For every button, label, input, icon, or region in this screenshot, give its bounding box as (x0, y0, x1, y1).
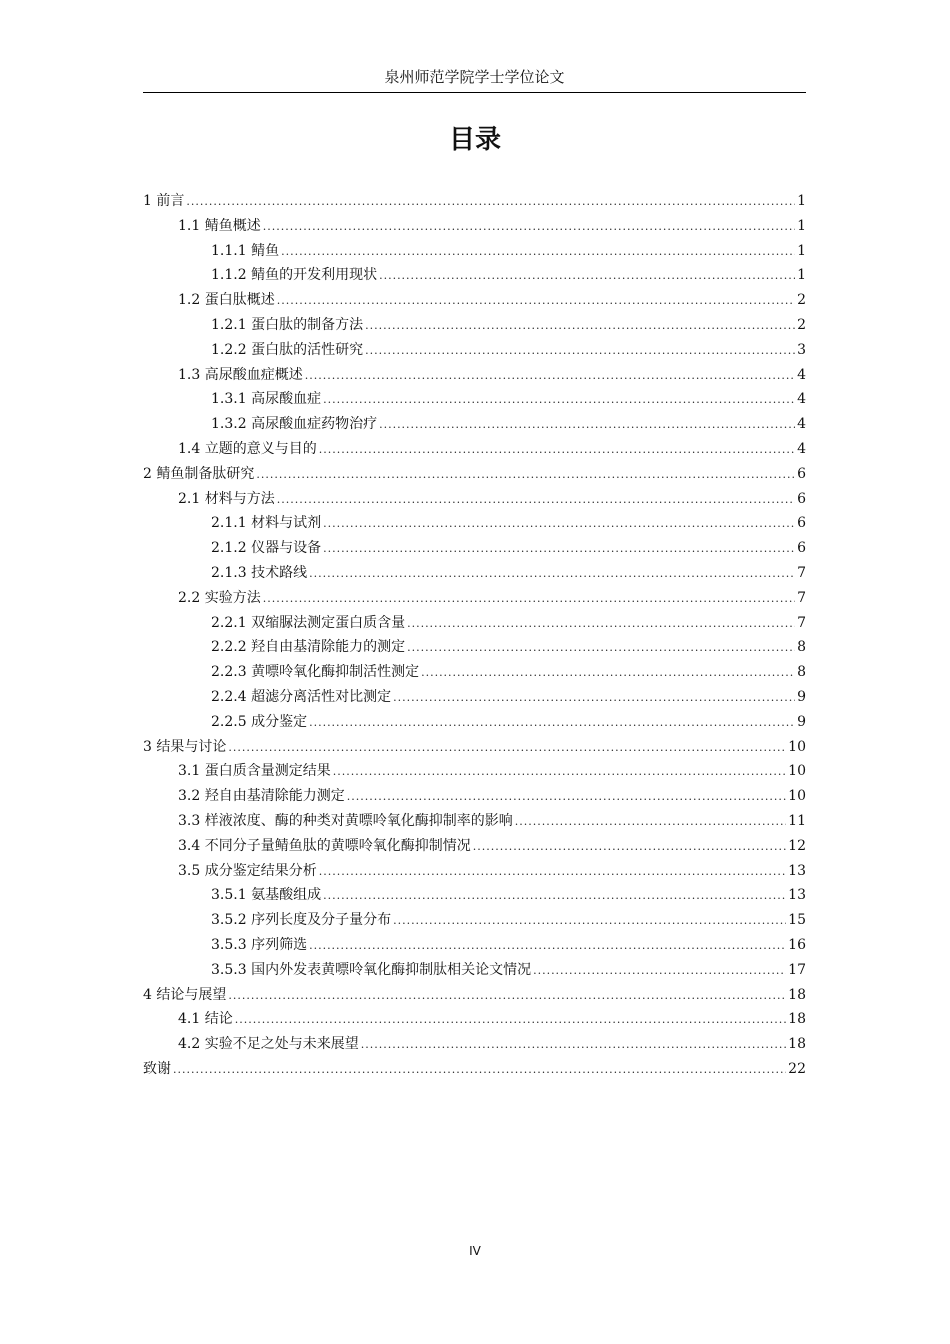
toc-entry-label: 3.5.3 国内外发表黄嘌呤氧化酶抑制肽相关论文情况 (211, 961, 532, 978)
dot-leader (235, 1008, 786, 1033)
dot-leader (533, 959, 786, 984)
toc-entry[interactable] (143, 263, 806, 288)
toc-entry-page: 1 (797, 217, 806, 234)
dot-leader (473, 835, 786, 860)
toc-entry[interactable] (143, 288, 806, 313)
toc-entry-page: 6 (797, 465, 806, 482)
toc-entry-page: 4 (797, 391, 806, 408)
toc-entry-page: 10 (788, 763, 806, 780)
toc-entry[interactable] (143, 710, 806, 735)
toc-entry[interactable] (143, 536, 806, 561)
toc-entry-label: 1.1.1 鲭鱼 (211, 242, 280, 259)
toc-entry-page: 22 (788, 1060, 806, 1077)
toc-entry[interactable] (143, 983, 806, 1008)
toc-entry[interactable] (143, 883, 806, 908)
toc-entry[interactable] (143, 586, 806, 611)
toc-entry-label: 3.5 成分鉴定结果分析 (178, 862, 317, 879)
toc-entry[interactable] (143, 1032, 806, 1057)
toc-entry[interactable] (143, 809, 806, 834)
dot-leader (309, 562, 795, 587)
toc-entry-page: 6 (797, 515, 806, 532)
toc-entry-page: 2 (797, 316, 806, 333)
dot-leader (379, 413, 795, 438)
toc-entry-page: 13 (788, 887, 806, 904)
toc-entry-label: 3.1 蛋白质含量测定结果 (178, 763, 331, 780)
toc-entry-label: 2.2.1 双缩脲法测定蛋白质含量 (211, 614, 406, 631)
toc-entry[interactable] (143, 759, 806, 784)
toc-entry[interactable] (143, 338, 806, 363)
dot-leader (323, 388, 795, 413)
toc-entry-label: 3.5.2 序列长度及分子量分布 (211, 912, 392, 929)
dot-leader (379, 264, 795, 289)
toc-entry-page: 4 (797, 366, 806, 383)
toc-entry-label: 2.1.2 仪器与设备 (211, 540, 322, 557)
toc-title: 目录 (448, 125, 501, 155)
toc-entry-label: 3 结果与讨论 (143, 738, 227, 755)
dot-leader (393, 909, 786, 934)
dot-leader (393, 686, 795, 711)
toc-entry[interactable] (143, 611, 806, 636)
toc-entry-page: 4 (797, 440, 806, 457)
toc-entry[interactable] (143, 933, 806, 958)
dot-leader (256, 463, 795, 488)
dot-leader (228, 736, 786, 761)
toc-entry-label: 2.1.3 技术路线 (211, 564, 308, 581)
toc-entry-page: 17 (788, 961, 806, 978)
toc-entry-label: 2.2.5 成分鉴定 (211, 713, 308, 730)
toc-entry-page: 15 (788, 912, 806, 929)
toc-entry-page: 18 (788, 1011, 806, 1028)
toc-entry-label: 1 前言 (143, 193, 185, 209)
toc-entry[interactable] (143, 859, 806, 884)
toc-entry-label: 4.2 实验不足之处与未来展望 (178, 1036, 359, 1053)
toc-entry-label: 4.1 结论 (178, 1011, 233, 1028)
toc-entry[interactable] (143, 660, 806, 685)
toc-entry-page: 13 (788, 862, 806, 879)
toc-list (143, 189, 806, 1082)
toc-entry-page: 2 (797, 292, 806, 309)
toc-entry-page: 1 (797, 193, 806, 209)
toc-entry-page: 7 (797, 614, 806, 631)
toc-entry-label: 4 结论与展望 (143, 986, 227, 1003)
toc-entry-label: 1.1.2 鲭鱼的开发利用现状 (211, 267, 378, 284)
toc-entry[interactable] (143, 462, 806, 487)
toc-entry-page: 8 (797, 639, 806, 656)
dot-leader (365, 314, 795, 339)
toc-entry-label: 3.4 不同分子量鲭鱼肽的黄嘌呤氧化酶抑制情况 (178, 837, 471, 854)
dot-leader (319, 438, 795, 463)
toc-entry-page: 8 (797, 664, 806, 681)
dot-leader (277, 289, 795, 314)
dot-leader (309, 934, 786, 959)
toc-entry-page: 9 (797, 713, 806, 730)
toc-entry-label: 3.5.3 序列筛选 (211, 936, 308, 953)
toc-entry-label: 2.2.3 黄嘌呤氧化酶抑制活性测定 (211, 664, 420, 681)
toc-entry[interactable] (143, 834, 806, 859)
dot-leader (263, 587, 795, 612)
toc-entry-page: 18 (788, 1036, 806, 1053)
toc-entry-label: 3.2 羟自由基清除能力测定 (178, 788, 345, 805)
toc-entry[interactable] (143, 1057, 806, 1082)
toc-entry-label: 2 鲭鱼制备肽研究 (143, 465, 255, 482)
toc-entry[interactable] (143, 387, 806, 412)
toc-entry-label: 1.2 蛋白肽概述 (178, 292, 275, 309)
toc-entry-page: 16 (788, 936, 806, 953)
dot-leader (186, 190, 795, 215)
dot-leader (323, 512, 795, 537)
dot-leader (277, 488, 795, 513)
toc-entry-label: 1.3.2 高尿酸血症药物治疗 (211, 416, 378, 433)
dot-leader (309, 711, 795, 736)
page-number: IV (469, 1244, 481, 1258)
toc-entry-page: 4 (797, 416, 806, 433)
toc-entry-label: 1.2.1 蛋白肽的制备方法 (211, 316, 364, 333)
toc-entry-page: 7 (797, 564, 806, 581)
page-header: 泉州师范学院学士学位论文 (384, 68, 565, 86)
dot-leader (347, 785, 786, 810)
toc-entry-page: 18 (788, 986, 806, 1003)
toc-entry-page: 6 (797, 540, 806, 557)
toc-entry-label: 2.1.1 材料与试剂 (211, 515, 322, 532)
toc-entry[interactable] (143, 784, 806, 809)
dot-leader (281, 240, 795, 265)
toc-entry[interactable] (143, 313, 806, 338)
toc-entry-label: 2.2.4 超滤分离活性对比测定 (211, 688, 392, 705)
dot-leader (319, 860, 786, 885)
dot-leader (407, 612, 795, 637)
toc-entry-page: 3 (797, 341, 806, 358)
toc-entry[interactable] (143, 1007, 806, 1032)
dot-leader (365, 339, 795, 364)
toc-entry[interactable] (143, 363, 806, 388)
toc-entry-page: 11 (788, 812, 806, 829)
toc-entry[interactable] (143, 214, 806, 239)
dot-leader (263, 215, 795, 240)
toc-entry-page: 12 (788, 837, 806, 854)
toc-entry-page: 10 (788, 788, 806, 805)
toc-entry[interactable] (143, 735, 806, 760)
dot-leader (421, 661, 795, 686)
toc-entry-label: 2.1 材料与方法 (178, 490, 275, 507)
toc-entry-label: 2.2.2 羟自由基清除能力的测定 (211, 639, 406, 656)
toc-entry[interactable] (143, 239, 806, 264)
toc-entry-label: 3.5.1 氨基酸组成 (211, 887, 322, 904)
dot-leader (323, 537, 795, 562)
toc-entry-label: 1.4 立题的意义与目的 (178, 440, 317, 457)
toc-entry-page: 1 (797, 242, 806, 259)
dot-leader (333, 760, 786, 785)
dot-leader (173, 1058, 786, 1083)
toc-entry-page: 9 (797, 688, 806, 705)
toc-entry-page: 1 (797, 267, 806, 284)
header-rule (143, 92, 806, 93)
dot-leader (515, 810, 786, 835)
dot-leader (361, 1033, 786, 1058)
dot-leader (323, 884, 786, 909)
toc-entry[interactable] (143, 561, 806, 586)
toc-entry-page: 6 (797, 490, 806, 507)
toc-entry[interactable] (143, 487, 806, 512)
dot-leader (305, 364, 795, 389)
toc-entry-label: 2.2 实验方法 (178, 589, 261, 606)
toc-entry[interactable] (143, 958, 806, 983)
toc-entry[interactable] (143, 412, 806, 437)
toc-entry[interactable] (143, 908, 806, 933)
toc-entry-label: 致谢 (143, 1060, 171, 1077)
dot-leader (407, 636, 795, 661)
toc-entry-label: 1.3 高尿酸血症概述 (178, 366, 303, 383)
toc-entry[interactable] (143, 189, 806, 214)
toc-entry-label: 1.2.2 蛋白肽的活性研究 (211, 341, 364, 358)
toc-entry[interactable] (143, 511, 806, 536)
toc-entry[interactable] (143, 437, 806, 462)
toc-entry[interactable] (143, 635, 806, 660)
toc-entry-label: 1.3.1 高尿酸血症 (211, 391, 322, 408)
toc-entry[interactable] (143, 685, 806, 710)
toc-entry-page: 10 (788, 738, 806, 755)
toc-entry-page: 7 (797, 589, 806, 606)
toc-entry-label: 1.1 鲭鱼概述 (178, 217, 261, 234)
dot-leader (228, 984, 786, 1009)
toc-entry-label: 3.3 样液浓度、酶的种类对黄嘌呤氧化酶抑制率的影响 (178, 812, 513, 829)
